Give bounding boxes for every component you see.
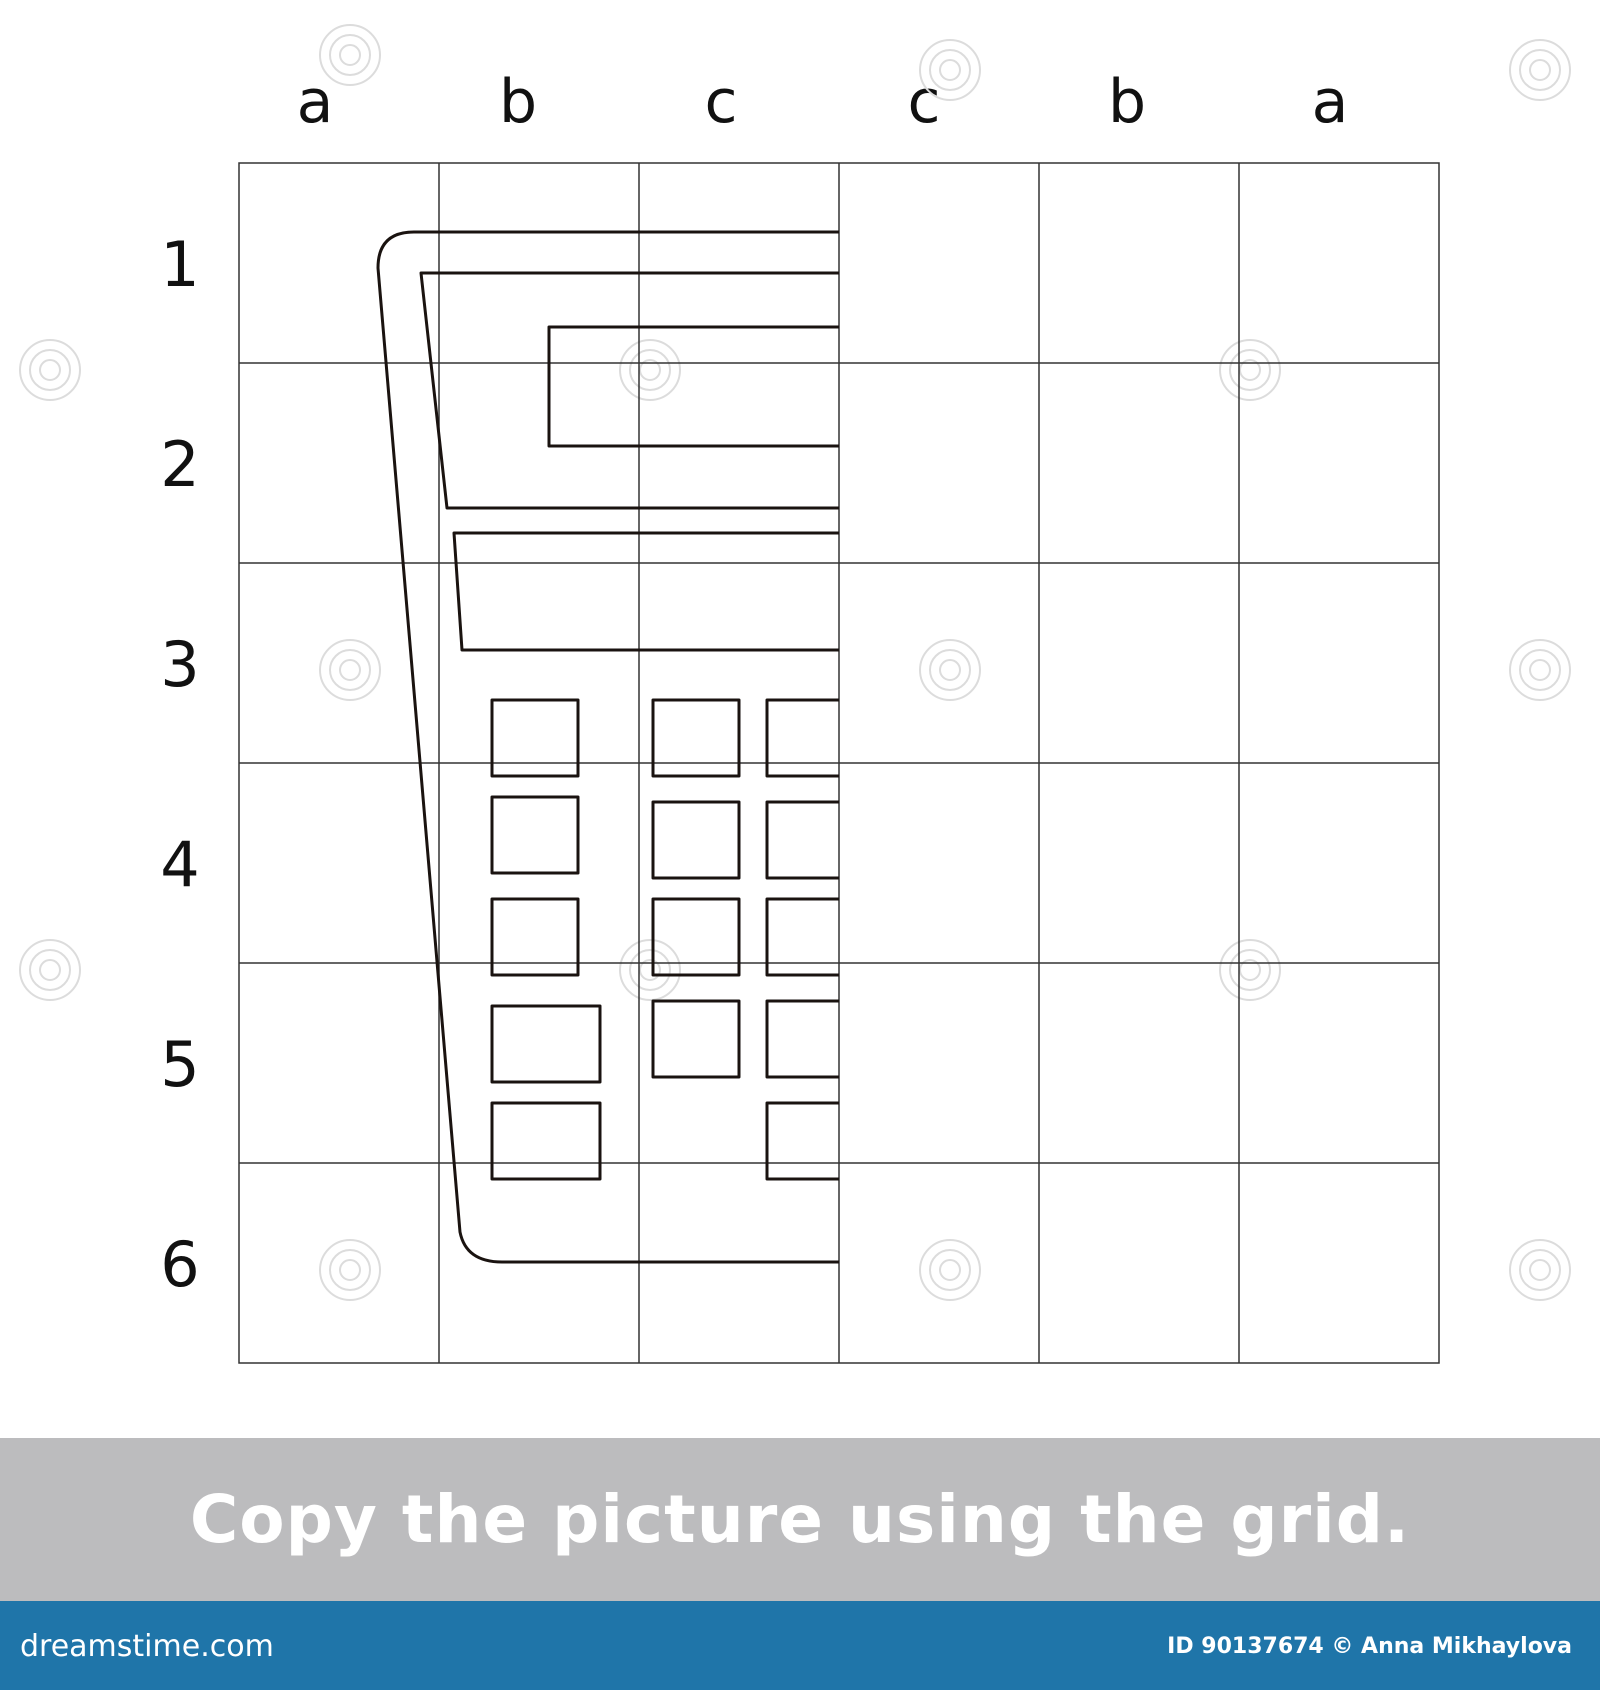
calculator-key (492, 1103, 600, 1179)
row-label-4: 4 (160, 828, 200, 901)
spiral-watermark-icon (1510, 1240, 1570, 1300)
spiral-watermark-icon (920, 40, 980, 100)
spiral-watermark-icon (320, 640, 380, 700)
spiral-watermark-icon (920, 640, 980, 700)
spiral-watermark-icon (1510, 40, 1570, 100)
spiral-watermark-icon (1220, 340, 1280, 400)
spiral-watermark-icon (320, 25, 380, 85)
calculator-key (492, 700, 578, 776)
instruction-text: Copy the picture using the grid. (189, 1481, 1411, 1558)
row-label-5: 5 (160, 1028, 200, 1101)
row-label-1: 1 (160, 228, 200, 301)
footer-brand[interactable]: dreamstime.com (20, 1629, 274, 1664)
calculator-key (653, 1001, 739, 1077)
column-label-c-right: c (907, 67, 941, 137)
calculator-key-half (767, 1103, 839, 1179)
spiral-watermark-icon (1510, 640, 1570, 700)
calculator-display (549, 327, 839, 446)
footer-credit: ID 90137674 © Anna Mikhaylova (1167, 1634, 1572, 1659)
column-label-a-left: a (296, 67, 334, 137)
spiral-watermark-icon (20, 940, 80, 1000)
row-label-2: 2 (160, 428, 200, 501)
calculator-key (492, 1006, 600, 1082)
calculator-top-panel (421, 273, 839, 508)
row-label-6: 6 (160, 1228, 200, 1301)
spiral-watermark-icon (620, 940, 680, 1000)
calculator-key (653, 802, 739, 878)
calculator-key (653, 700, 739, 776)
spiral-watermark-icon (920, 1240, 980, 1300)
spiral-watermark-icon (1220, 940, 1280, 1000)
column-label-b-left: b (498, 67, 538, 137)
watermark-layer (20, 25, 1570, 1300)
calculator-key-half (767, 1001, 839, 1077)
spiral-watermark-icon (20, 340, 80, 400)
calculator-outline (378, 232, 839, 1262)
spiral-watermark-icon (320, 1240, 380, 1300)
calculator-key-half (767, 700, 839, 776)
spiral-watermark-icon (620, 340, 680, 400)
column-label-a-right: a (1311, 67, 1349, 137)
calculator-key-half (767, 802, 839, 878)
column-label-b-right: b (1107, 67, 1147, 137)
column-label-c-left: c (704, 67, 738, 137)
row-label-3: 3 (160, 628, 200, 701)
calculator-half-drawing (378, 232, 839, 1262)
calculator-solar-strip (454, 533, 839, 650)
calculator-key (492, 797, 578, 873)
